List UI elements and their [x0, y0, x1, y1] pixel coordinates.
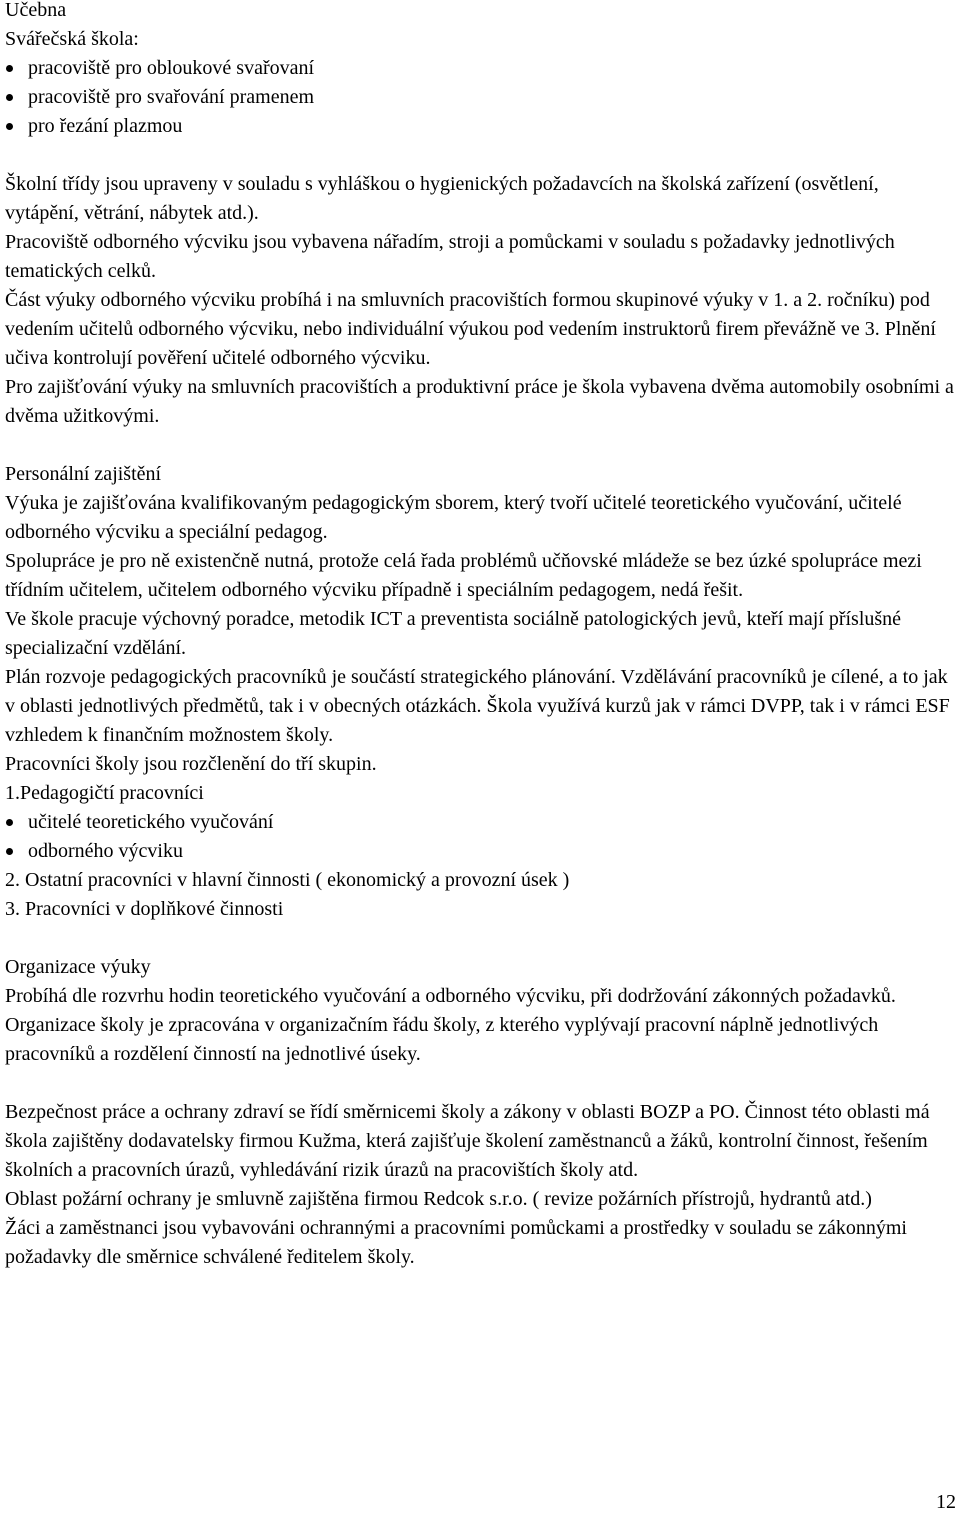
list-item: pracoviště pro svařování pramenem	[5, 83, 955, 112]
paragraph: Školní třídy jsou upraveny v souladu s vyhláškou o hygienických požadavcích na školská zařízení (osvětlení, vytápění, větrání, nábytek atd.).	[5, 173, 879, 224]
bullet-icon	[6, 819, 13, 826]
paragraph: Spolupráce je pro ně existenčně nutná, protože celá řada problémů učňovské mládeže se bez úzké spolupráce mezi třídním učitelem, učitelem odborného výcviku případně i speciálním pedagogem, nedá řešit.	[5, 550, 922, 601]
list-item: pro řezání plazmou	[5, 112, 955, 141]
staff-group-3-label: 3. Pracovníci v doplňkové činnosti	[5, 898, 284, 920]
paragraph: Probíhá dle rozvrhu hodin teoretického vyučování a odborného výcviku, při dodržování zákonných požadavků.	[5, 985, 896, 1007]
staff-group-2-label: 2. Ostatní pracovníci v hlavní činnosti ( ekonomický a provozní úsek )	[5, 869, 570, 891]
classroom-heading: Učebna	[5, 0, 67, 21]
paragraph: Pracoviště odborného výcviku jsou vybavena nářadím, stroji a pomůckami v souladu s požadavky jednotlivých tematických celků.	[5, 231, 895, 282]
paragraph: Žáci a zaměstnanci jsou vybavováni ochrannými a pracovními pomůckami a prostředky v souladu se zákonnými požadavky dle směrnice schválené ředitelem školy.	[5, 1217, 907, 1268]
paragraph: Výuka je zajišťována kvalifikovaným pedagogickým sborem, který tvoří učitelé teoretického vyučování, učitelé odborného výcviku a speciální pedagog.	[5, 492, 902, 543]
organization-heading: Organizace výuky	[5, 956, 151, 978]
list-item: odborného výcviku	[5, 837, 955, 866]
spacer	[5, 141, 955, 170]
spacer	[5, 1069, 955, 1098]
paragraph: Část výuky odborného výcviku probíhá i na smluvních pracovištích formou skupinové výuky v 1. a 2. ročníku) pod vedením učitelů odborného výcviku, nebo individuální výukou pod vedením instruktorů firem převážně ve 3. Plnění učiva kontrolují pověření učitelé odborného výcviku.	[5, 289, 936, 369]
list-item: učitelé teoretického vyučování	[5, 808, 955, 837]
paragraph: Plán rozvoje pedagogických pracovníků je součástí strategického plánování. Vzdělávání pracovníků je cílené, a to jak v oblasti jednotlivých předmětů, tak i v obecných otázkách. Škola využívá kurzů jak v rámci DVPP, tak i v rámci ESF vzhledem k finančním možnostem školy.	[5, 666, 950, 746]
list-item: pracoviště pro obloukové svařovaní	[5, 54, 955, 83]
paragraph: Organizace školy je zpracována v organizačním řádu školy, z kterého vyplývají pracovní náplně jednotlivých pracovníků a rozdělení činností na jednotlivé úseky.	[5, 1014, 879, 1065]
staff-group-1-label: 1.Pedagogičtí pracovníci	[5, 782, 204, 804]
spacer	[5, 924, 955, 953]
paragraph: Oblast požární ochrany je smluvně zajištěna firmou Redcok s.r.o. ( revize požárních přístrojů, hydrantů atd.)	[5, 1188, 872, 1210]
spacer	[5, 431, 955, 460]
paragraph: Pracovníci školy jsou rozčlenění do tří skupin.	[5, 753, 377, 775]
document-page	[5, 0, 955, 1272]
welding-school-label: Svářečská škola:	[5, 28, 139, 50]
bullet-icon	[6, 65, 13, 72]
page-number: 12	[936, 1491, 956, 1513]
welding-workplaces-list	[5, 54, 955, 141]
bullet-icon	[6, 123, 13, 130]
personnel-heading: Personální zajištění	[5, 463, 162, 485]
bullet-icon	[6, 848, 13, 855]
paragraph: Ve škole pracuje výchovný poradce, metodik ICT a preventista sociálně patologických jevů, kteří mají příslušné specializační vzdělání.	[5, 608, 902, 659]
staff-group-1-list	[5, 808, 955, 866]
paragraph: Pro zajišťování výuky na smluvních pracovištích a produktivní práce je škola vybavena dvěma automobily osobními a dvěma užitkovými.	[5, 376, 954, 427]
bullet-icon	[6, 94, 13, 101]
paragraph: Bezpečnost práce a ochrany zdraví se řídí směrnicemi školy a zákony v oblasti BOZP a PO. Činnost této oblasti má škola zajištěny dodavatelsky firmou Kužma, která zajišťuje školení zaměstnanců a žáků, kontrolní činnost, řešením školních a pracovních úrazů, vyhledávání rizik úrazů na pracovištích školy atd.	[5, 1101, 930, 1181]
